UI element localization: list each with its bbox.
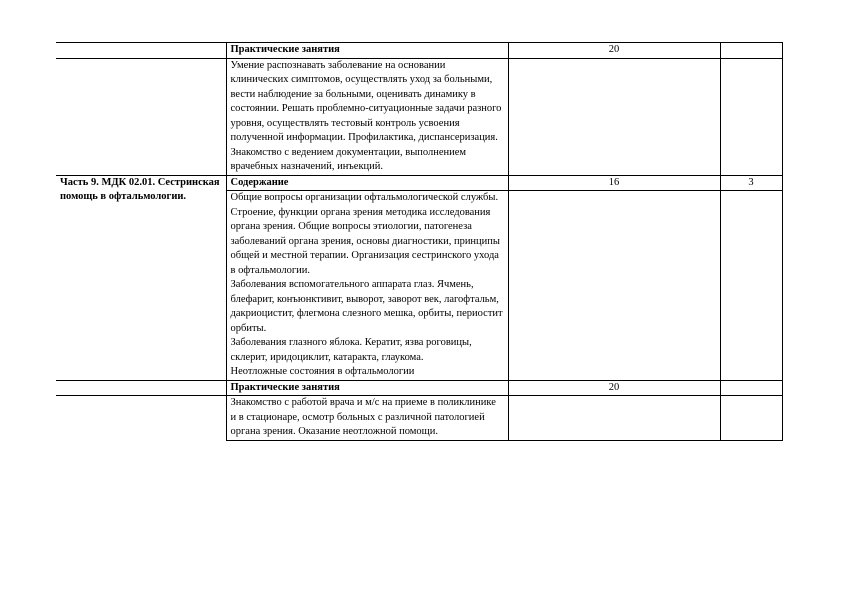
section-cell: [56, 43, 226, 59]
table-row: [56, 380, 782, 396]
hours-cell: [508, 191, 720, 381]
level-cell: [720, 191, 782, 381]
hours-cell: [508, 396, 720, 441]
content-cell: [226, 191, 508, 381]
level-cell: [720, 43, 782, 59]
level-cell: [720, 396, 782, 441]
content-cell: Знакомство с работой врача и м/с на приеме в поликлинике и в стационаре, осмотр больных с различной патологией органа зрения. Оказание неотложной помощи.: [226, 396, 508, 441]
curriculum-table: [56, 42, 783, 441]
table-row: [56, 58, 782, 175]
hours-cell: 20: [508, 380, 720, 396]
table-row: [56, 396, 782, 441]
content-paragraph: Неотложные состояния в офтальмологии: [230, 366, 415, 377]
section-title-cell: Часть 9. МДК 02.01. Сестринская помощь в офтальмологии.: [56, 175, 226, 380]
level-cell: [720, 58, 782, 175]
level-cell: [720, 380, 782, 396]
section-cell: [56, 58, 226, 175]
section-cell: [56, 380, 226, 396]
content-paragraph: Заболевания вспомогательного аппарата глаз. Ячмень, блефарит, конъюнктивит, выворот, заворот век, лагофтальм, дакриоцистит, флегмона слезного мешка, орбиты, периостит орбиты.: [230, 279, 503, 334]
content-cell: Умение распознавать заболевание на основании клинических симптомов, осуществлять уход за больными, вести наблюдение за больными, оценивать динамику в состоянии. Решать проблемно-ситуационные задачи разного уровня, осуществлять тестовый контроль усвоения полученной информации. Профилактика, диспансеризация. Знакомство с ведением документации, выполнением врачебных назначений, инъекций.: [226, 58, 508, 175]
content-title-cell: Практические занятия: [226, 380, 508, 396]
table-row: [56, 43, 782, 59]
content-title-cell: Практические занятия: [226, 43, 508, 59]
content-title-cell: Содержание: [226, 175, 508, 191]
section-cell: [56, 396, 226, 441]
level-cell: 3: [720, 175, 782, 191]
hours-cell: 20: [508, 43, 720, 59]
content-paragraph: Заболевания глазного яблока. Кератит, язва роговицы, склерит, иридоциклит, катаракта, глаукома.: [230, 337, 472, 363]
hours-cell: [508, 58, 720, 175]
content-paragraph: Общие вопросы организации офтальмологической службы. Строение, функции органа зрения методика исследования органа зрения. Общие вопросы этиологии, патогенеза заболеваний органа зрения, основы диагностики, принципы общей и местной терапии. Организация сестринского ухода в офтальмологии.: [230, 192, 500, 276]
hours-cell: 16: [508, 175, 720, 191]
table-row: [56, 175, 782, 191]
